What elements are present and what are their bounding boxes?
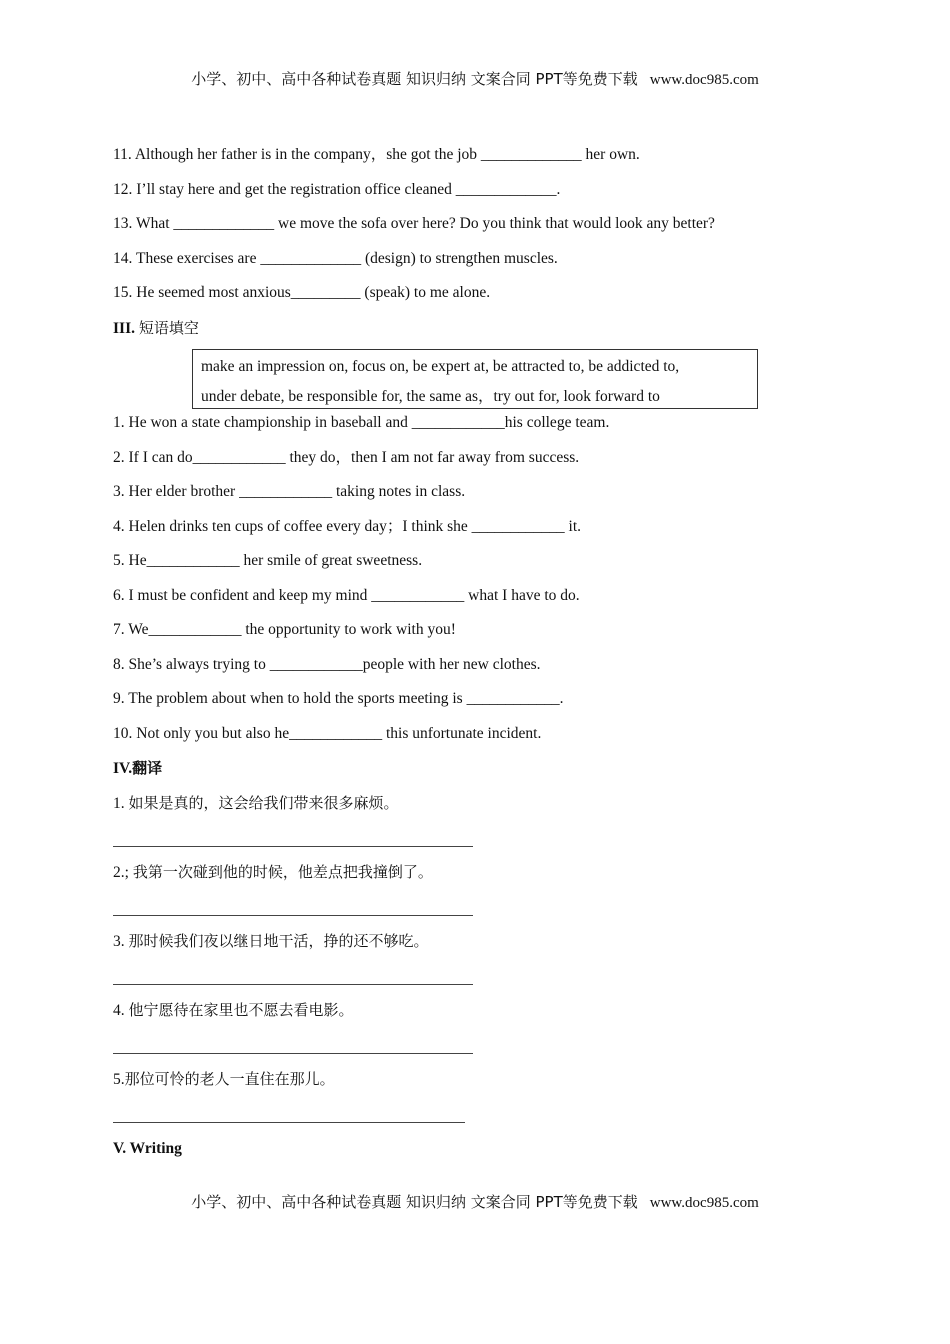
exercise-item: 13. What _____________ we move the sofa over here? Do you think that would look any better?: [113, 215, 715, 232]
phrase-box-line: under debate, be responsible for, the same as，try out for, look forward to: [201, 388, 660, 405]
answer-line[interactable]: [113, 1053, 473, 1054]
answer-line[interactable]: [113, 915, 473, 916]
section-heading-3: [113, 318, 199, 339]
exercise-item: 9. The problem about when to hold the sports meeting is ____________.: [113, 690, 564, 707]
header-text: 小学、初中、高中各种试卷真题 知识归纳 文案合同 PPT等免费下载: [191, 70, 638, 88]
exercise-item: 4. Helen drinks ten cups of coffee every day；I think she ____________ it.: [113, 518, 582, 535]
exercise-item: 14. These exercises are _____________ (design) to strengthen muscles.: [113, 250, 558, 267]
exercise-item: 5. He____________ her smile of great sweetness.: [113, 552, 423, 569]
section-number: IV.: [113, 760, 133, 777]
exercise-item: 6. I must be confident and keep my mind ____________ what I have to do.: [113, 587, 580, 604]
translation-item: [113, 931, 429, 952]
section-title: 短语填空: [138, 319, 199, 337]
answer-line[interactable]: [113, 984, 473, 985]
page-footer: [0, 1191, 950, 1212]
exercise-item: 2. If I can do____________ they do，then I am not far away from success.: [113, 449, 580, 466]
section-heading-5: V. Writing: [113, 1140, 182, 1157]
section-heading-4: [113, 758, 162, 779]
translation-item: [113, 1069, 335, 1090]
exercise-item: 1. He won a state championship in baseball and ____________his college team.: [113, 414, 610, 431]
translation-item: [113, 793, 399, 814]
footer-url[interactable]: www.doc985.com: [649, 1195, 759, 1211]
section-number: III.: [113, 320, 135, 337]
phrase-box-line: make an impression on, focus on, be expert at, be attracted to, be addicted to,: [201, 358, 680, 375]
exercise-item: 15. He seemed most anxious_________ (speak) to me alone.: [113, 284, 491, 301]
answer-line[interactable]: [113, 846, 473, 847]
item-number: 5.: [113, 1071, 125, 1088]
item-number: 3.: [113, 933, 129, 950]
page-header: [0, 68, 950, 89]
item-text: 如果是真的，这会给我们带来很多麻烦。: [128, 794, 399, 812]
item-text: 那位可怜的老人一直住在那儿。: [124, 1070, 335, 1088]
item-text: 我第一次碰到他的时候，他差点把我撞倒了。: [132, 863, 433, 881]
translation-item: [113, 1000, 354, 1021]
translation-item: [113, 862, 433, 883]
phrase-box: [192, 349, 758, 409]
exercise-item: 7. We____________ the opportunity to work with you!: [113, 621, 456, 638]
item-number: 4.: [113, 1002, 129, 1019]
answer-line[interactable]: [113, 1122, 465, 1123]
exercise-item: 10. Not only you but also he____________ this unfortunate incident.: [113, 725, 542, 742]
section-title: 翻译: [132, 759, 163, 777]
exercise-item: 12. I’ll stay here and get the registration office cleaned _____________.: [113, 181, 561, 198]
exercise-item: 8. She’s always trying to ____________people with her new clothes.: [113, 656, 541, 673]
item-text: 他宁愿待在家里也不愿去看电影。: [128, 1001, 354, 1019]
item-number: 1.: [113, 795, 129, 812]
exercise-item: 11. Although her father is in the company，she got the job _____________ her own.: [113, 146, 640, 163]
header-url[interactable]: www.doc985.com: [649, 72, 759, 88]
item-number: 2.;: [113, 864, 133, 881]
exercise-item: 3. Her elder brother ____________ taking notes in class.: [113, 483, 466, 500]
footer-text: 小学、初中、高中各种试卷真题 知识归纳 文案合同 PPT等免费下载: [191, 1193, 638, 1211]
item-text: 那时候我们夜以继日地干活，挣的还不够吃。: [128, 932, 429, 950]
